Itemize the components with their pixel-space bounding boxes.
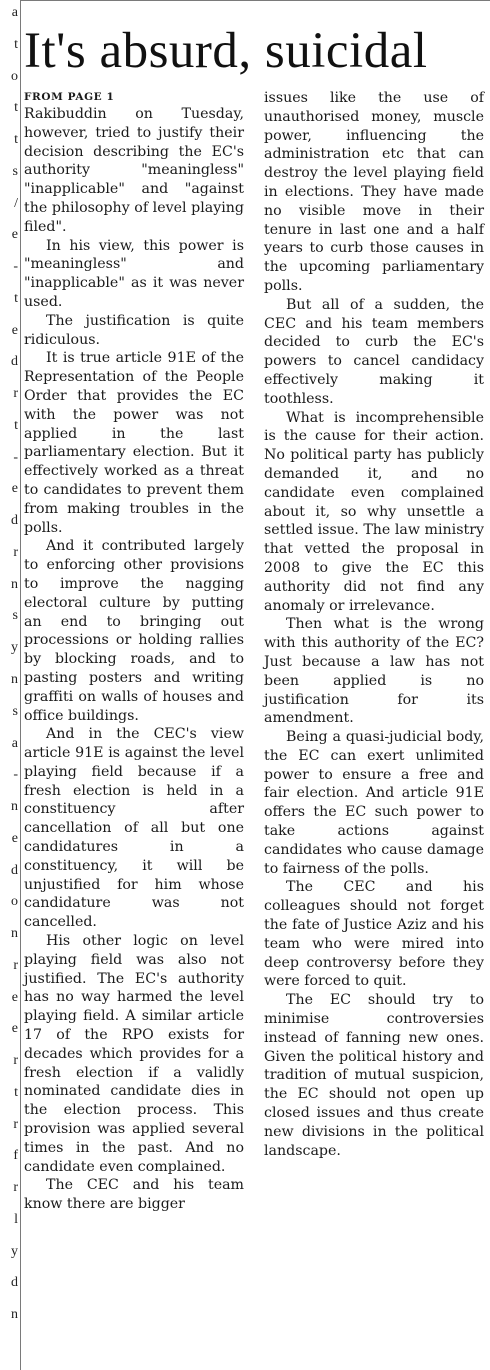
paragraph: In his view, this power is "meaningless" and "inapplicable" as it was never used.: [24, 237, 244, 310]
fragment-letter: t: [14, 291, 18, 306]
fragment-letter: o: [11, 69, 18, 84]
fragment-letter: t: [14, 37, 18, 52]
fragment-letter: a: [11, 736, 18, 751]
paragraph: The justification is quite ridiculous.: [24, 312, 244, 348]
fragment-letter: d: [11, 863, 18, 878]
article-column-2: [264, 89, 484, 1160]
fragment-letter: -: [13, 259, 18, 274]
fragment-letter: e: [11, 323, 18, 338]
fragment-letter: n: [11, 1307, 18, 1322]
paragraph: Then what is the wrong with this authority of the EC? Just because a law has not been applied is no justification for its amendment.: [264, 616, 484, 727]
paragraph: The CEC and his colleagues should not forget the fate of Justice Aziz and his team who were mired into deep controversy before they were forced to quit.: [264, 879, 484, 990]
headline: It's absurd, suicidal: [24, 23, 428, 79]
dateline: FROM PAGE 1: [24, 91, 115, 103]
fragment-letter: -: [13, 767, 18, 782]
fragment-letter: r: [13, 1117, 18, 1132]
fragment-letter: o: [11, 894, 18, 909]
paragraph: The CEC and his team know there are bigger: [24, 1177, 244, 1213]
fragment-letter: r: [13, 958, 18, 973]
fragment-letter: a: [11, 5, 18, 20]
fragment-letter: t: [14, 132, 18, 147]
paragraph: Being a quasi-judicial body, the EC can exert unlimited power to ensure a free and fair election. And article 91E offers the EC such power to take actions against candidates who cause damage to fairness of the polls.: [264, 729, 484, 877]
paragraph: issues like the use of unauthorised money, muscle power, influencing the administration etc that can destroy the level playing field in elections. They have made no visible move in their tenure in last one and a half years to curb those causes in the upcoming parliamentary polls.: [264, 90, 484, 294]
paragraph: And in the CEC's view article 91E is against the level playing field because if a fresh election is held in a constituency after cancellation of all but one candidatures in a constituency, it will be unjustified for him whose candidature was not cancelled.: [24, 726, 244, 931]
fragment-letter: f: [13, 1148, 18, 1163]
fragment-letter: r: [13, 545, 18, 560]
fragment-letter: n: [11, 672, 18, 687]
top-rule: [20, 0, 490, 1]
fragment-letter: r: [13, 386, 18, 401]
paragraph: And it contributed largely to enforcing other provisions to improve the nagging electoral culture by putting an end to bringing out processions or holding rallies by blocking roads, and to pasting posters and writing graffiti on walls of houses and office buildings.: [24, 538, 244, 724]
fragment-letter: e: [11, 1021, 18, 1036]
paragraph: The EC should try to minimise controversies instead of fanning new ones. Given the political history and tradition of mutual suspicion, the EC should not open up closed issues and thus create new divisions in the political landscape.: [264, 992, 484, 1159]
fragment-letter: e: [11, 831, 18, 846]
paragraph: His other logic on level playing field was also not justified. The EC's authority has no way harmed the level playing field. A similar article 17 of the RPO exists for decades which provides for a fresh election if a validly nominated candidate dies in the election process. This provision was applied several times in the past. And no candidate even complained.: [24, 933, 244, 1175]
fragment-letter: t: [14, 1085, 18, 1100]
article-column-1: [24, 89, 244, 1214]
fragment-letter: d: [11, 354, 18, 369]
fragment-letter: d: [11, 1275, 18, 1290]
fragment-letter: s: [12, 164, 18, 179]
fragment-letter: y: [11, 1244, 18, 1259]
paragraph: Rakibuddin on Tuesday, however, tried to justify their decision describing the EC's authority "meaningless" "inapplicable" and "against the philosophy of level playing filed".: [24, 106, 244, 235]
fragment-letter: d: [11, 513, 18, 528]
fragment-letter: n: [11, 799, 18, 814]
paragraph: It is true article 91E of the Representation of the People Order that provides the EC with the power was not applied in the last parliamentary election. But it effectively worked as a threat to candidates to prevent them from making troubles in the polls.: [24, 350, 244, 536]
fragment-letter: r: [13, 1180, 18, 1195]
fragment-letter: /: [14, 196, 18, 211]
fragment-letter: -: [13, 450, 18, 465]
fragment-letter: y: [11, 640, 18, 655]
fragment-letter: e: [11, 481, 18, 496]
paragraph: But all of a sudden, the CEC and his team members decided to curb the EC's powers to cancel candidacy effectively making it toothless.: [264, 296, 484, 407]
fragment-letter: s: [12, 608, 18, 623]
fragment-letter: r: [13, 1053, 18, 1068]
adjacent-column-fragment: [0, 0, 21, 1370]
fragment-letter: t: [14, 100, 18, 115]
fragment-letter: n: [11, 577, 18, 592]
fragment-letter: e: [11, 227, 18, 242]
fragment-letter: s: [12, 704, 18, 719]
fragment-letter: n: [11, 926, 18, 941]
paragraph: What is incomprehensible is the cause for their action. No political party has publicly demanded it, and no candidate even complained about it, so why unsettle a settled issue. The law ministry that vetted the proposal in 2008 to give the EC this authority did not find any anomaly or irrelevance.: [264, 409, 484, 614]
fragment-letter: l: [14, 1212, 18, 1227]
fragment-letter: e: [11, 990, 18, 1005]
fragment-letter: t: [14, 418, 18, 433]
